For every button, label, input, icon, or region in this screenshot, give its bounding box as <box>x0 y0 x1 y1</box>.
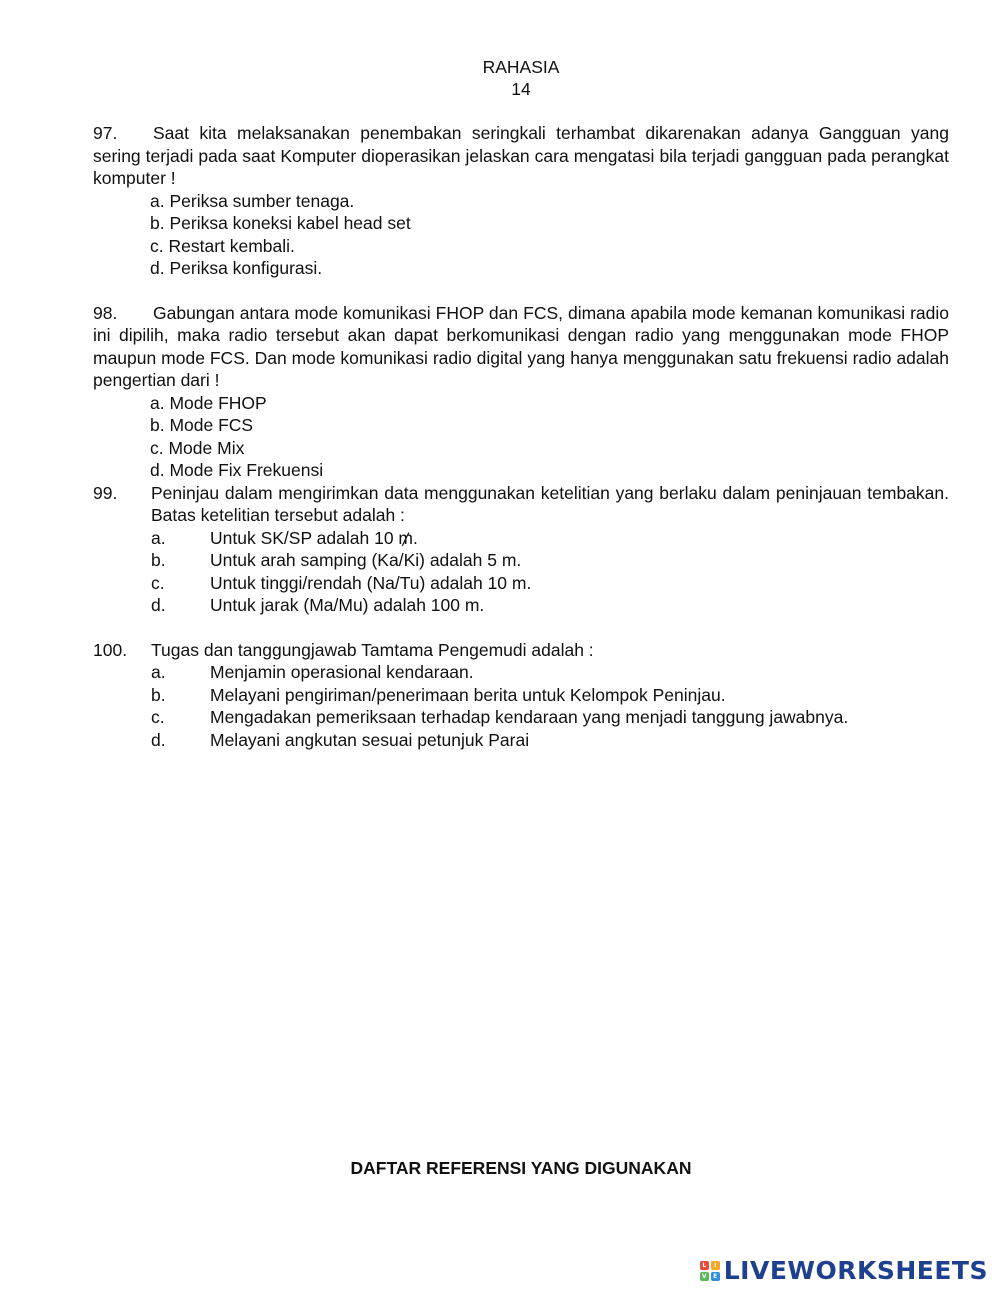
question-100 <box>93 639 949 662</box>
question-99-option-a <box>93 527 949 550</box>
question-text: Gabungan antara mode komunikasi FHOP dan FCS, dimana apabila mode kemanan komunikasi radio ini dipilih, maka radio tersebut akan dapat berkomunikasi dengan radio yang menggunakan mode FHOP maupun mode FCS. Dan mode komunikasi radio digital yang hanya menggunakan satu frekuensi radio adalah pengertian dari ! <box>93 302 949 390</box>
option-letter: c. <box>151 707 165 727</box>
question-100-option-c <box>93 706 949 729</box>
question-97-option-b: b. Periksa koneksi kabel head set <box>150 213 411 233</box>
logo-mark-tile: V <box>700 1272 709 1281</box>
question-98-option-c: c. Mode Mix <box>150 437 245 458</box>
option-letter: a. <box>151 662 166 682</box>
classification-label: RAHASIA <box>482 57 560 77</box>
option-letter: c. <box>151 572 165 593</box>
question-100-option-b <box>93 684 949 707</box>
reference-section-title: DAFTAR REFERENSI YANG DIGUNAKAN <box>350 1158 692 1178</box>
question-number: 98. <box>93 302 118 323</box>
option-text: Menjamin operasional kendaraan. <box>210 662 474 682</box>
option-letter: b. <box>151 684 166 705</box>
page-header <box>0 56 1000 100</box>
document-body <box>93 122 949 751</box>
question-98-option-a: a. Mode FHOP <box>150 392 267 413</box>
option-letter: b. <box>151 550 166 570</box>
liveworksheets-logo <box>700 1256 988 1286</box>
logo-wordmark: LIVEWORKSHEETS <box>723 1255 988 1285</box>
question-99-option-c <box>93 572 949 595</box>
question-text: Peninjau dalam mengirimkan data menggunakan ketelitian yang berlaku dalam peninjauan tembakan. Batas ketelitian tersebut adalah : <box>151 482 949 525</box>
option-text: Untuk jarak (Ma/Mu) adalah 100 m. <box>210 595 485 615</box>
question-number: 97. <box>93 123 118 143</box>
question-number: 100. <box>93 639 128 660</box>
option-letter: d. <box>151 595 166 615</box>
question-98-option-d: d. Mode Fix Frekuensi <box>150 460 324 480</box>
liveworksheets-mark-icon <box>700 1261 720 1281</box>
option-text: Melayani pengiriman/penerimaan berita untuk Kelompok Peninjau. <box>210 684 726 705</box>
question-100-option-a <box>93 661 949 684</box>
question-98-text <box>93 302 949 392</box>
logo-mark-tile: E <box>711 1272 720 1281</box>
question-number: 99. <box>93 482 118 503</box>
question-97-option-d: d. Periksa konfigurasi. <box>150 258 323 278</box>
question-99 <box>93 482 949 527</box>
option-text: Mengadakan pemeriksaan terhadap kendaraan yang menjadi tanggung jawabnya. <box>210 707 849 727</box>
question-100-option-d <box>93 729 949 752</box>
question-text: Saat kita melaksanakan penembakan seringkali terhambat dikarenakan adanya Gangguan yang sering terjadi pada saat Komputer dioperasikan jelaskan cara mengatasi bila terjadi gangguan pada perangkat komputer ! <box>93 123 949 188</box>
question-99-option-b <box>93 549 949 572</box>
question-text: Tugas dan tanggungjawab Tamtama Pengemudi adalah : <box>151 639 594 660</box>
question-99-option-d <box>93 594 949 617</box>
logo-mark-tile: L <box>700 1261 709 1270</box>
option-text: Untuk SK/SP adalah 10 ₥. <box>210 527 418 548</box>
logo-mark-tile: I <box>711 1261 720 1270</box>
question-97-text <box>93 122 949 190</box>
question-97-option-c: c. Restart kembali. <box>150 235 295 256</box>
option-letter: a. <box>151 527 166 548</box>
question-97-option-a: a. Periksa sumber tenaga. <box>150 190 355 211</box>
page-number: 14 <box>511 79 531 99</box>
option-text: Melayani angkutan sesuai petunjuk Parai <box>210 729 530 750</box>
option-letter: d. <box>151 729 166 750</box>
option-text: Untuk arah samping (Ka/Ki) adalah 5 m. <box>210 550 522 570</box>
question-98-option-b: b. Mode FCS <box>150 415 254 435</box>
option-text: Untuk tinggi/rendah (Na/Tu) adalah 10 m. <box>210 572 532 593</box>
